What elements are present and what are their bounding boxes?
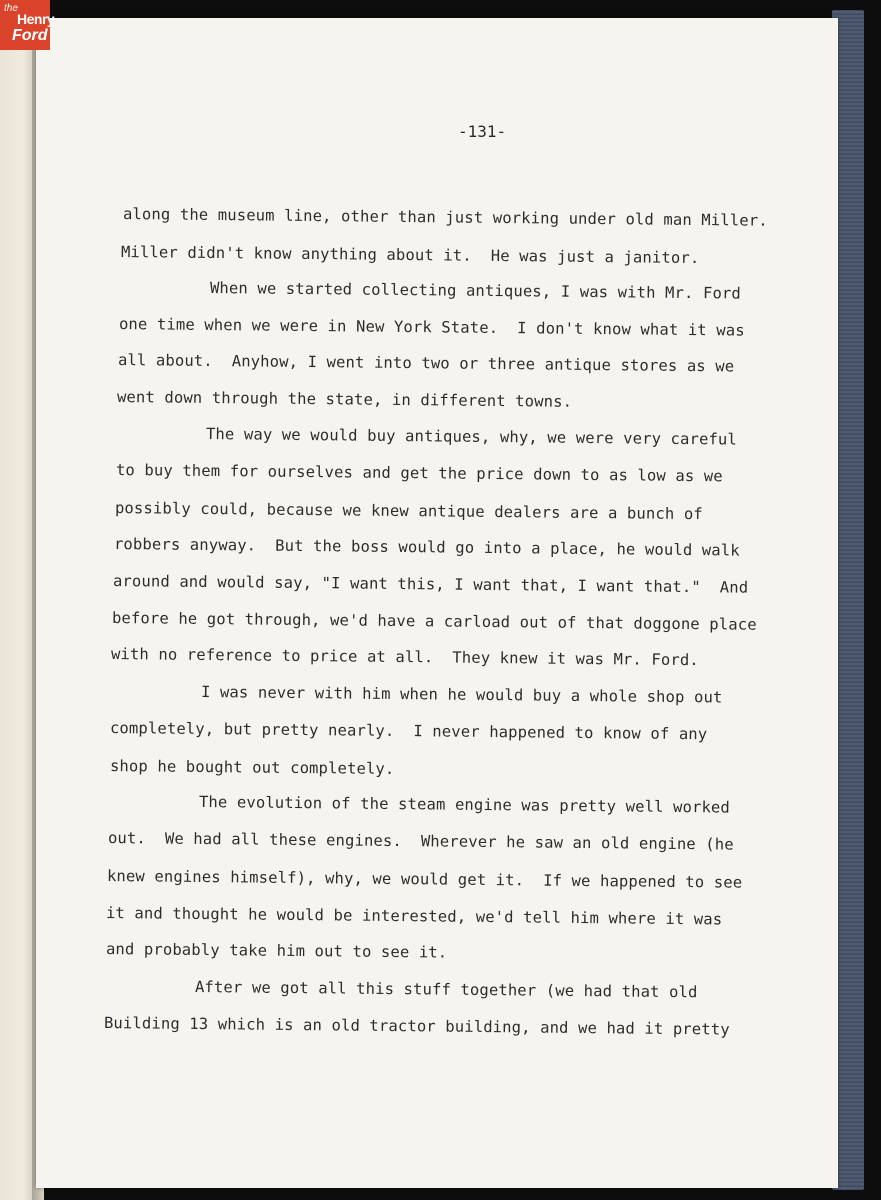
text-line: knew engines himself), why, we would get it. If we happened to see [106,867,743,892]
text-line: with no reference to price at all. They knew it was Mr. Ford. [110,645,699,670]
document-page [36,18,838,1188]
page-number: -131- [458,122,507,141]
text-line: out. We had all these engines. Wherever he saw an old engine (he [107,829,734,854]
text-line: completely, but pretty nearly. I never happened to know of any [109,719,708,744]
logo-text-ford: Ford [12,27,48,44]
text-line: to buy them for ourselves and get the price down to as low as we [115,461,723,486]
text-line: around and would say, "I want this, I want that, I want that." And [112,572,749,597]
text-line: When we started collecting antiques, I was with Mr. Ford [209,279,742,303]
text-line: before he got through, we'd have a carload out of that doggone place [111,609,757,634]
text-line: it and thought he would be interested, we'd tell him where it was [105,904,723,929]
text-line: and probably take him out to see it. [105,940,448,962]
text-line: one time when we were in New York State. I don't know what it was [118,315,745,340]
text-line: The evolution of the steam engine was pretty well worked [198,793,731,817]
text-line: went down through the state, in different towns. [116,388,573,411]
text-line: robbers anyway. But the boss would go into a place, he would walk [113,535,740,560]
the-henry-ford-logo[interactable] [0,0,55,50]
text-line: I was never with him when he would buy a whole shop out [200,683,723,707]
text-line: After we got all this stuff together (we had that old [194,978,698,1002]
text-line: along the museum line, other than just working under old man Miller. [122,205,768,230]
text-line: Building 13 which is an old tractor building, and we had it pretty [103,1014,730,1039]
text-line: Miller didn't know anything about it. He was just a janitor. [120,243,700,268]
text-line: shop he bought out completely. [109,757,395,778]
text-line: all about. Anyhow, I went into two or three antique stores as we [117,351,735,376]
logo-text-the: the [4,3,18,14]
logo-text-henry: Henry [17,11,55,27]
text-line: possibly could, because we knew antique dealers are a bunch of [114,499,703,524]
text-line: The way we would buy antiques, why, we were very careful [205,425,738,449]
